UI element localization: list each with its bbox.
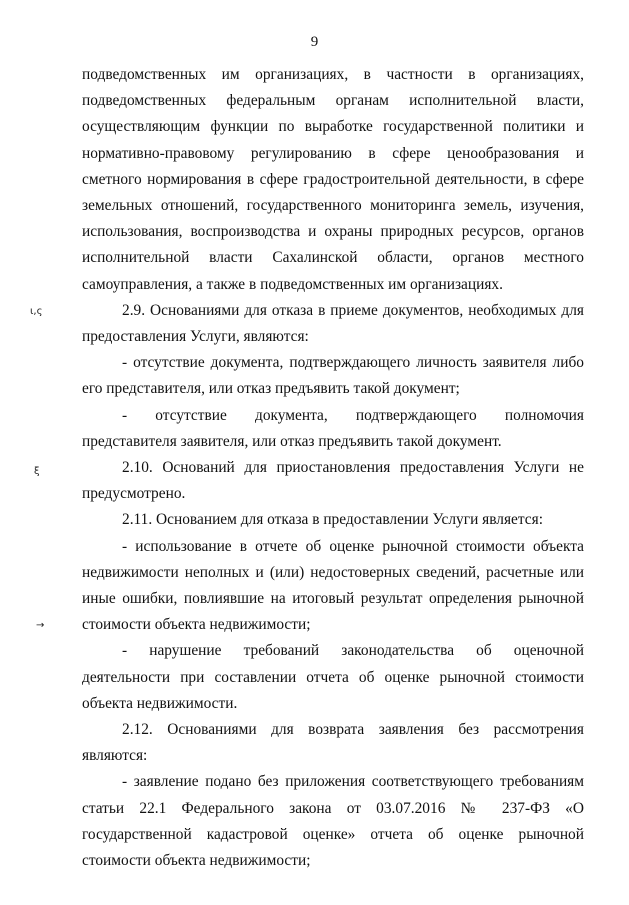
paragraph-2-9: 2.9. Основаниями для отказа в приеме документов, необходимых для предоставления Услуги, являются: bbox=[82, 301, 584, 346]
scan-mark-1: ι,ς bbox=[30, 306, 43, 317]
scan-mark-2: ξ bbox=[34, 466, 40, 477]
page-number: 9 bbox=[310, 34, 319, 50]
list-item: - использование в отчете об оценке рыночной стоимости объекта недвижимости неполных и (или) недостоверных сведений, расчетные или иные ошибки, повлиявшие на итоговый результат определения рыночной стоимости объекта недвижимости; bbox=[82, 537, 584, 634]
list-item: - отсутствие документа, подтверждающего личность заявителя либо его представителя, или отказ предъявить такой документ; bbox=[82, 354, 584, 398]
list-item: - нарушение требований законодательства об оценочной деятельности при составлении отчета об оценке рыночной стоимости объекта недвижимости. bbox=[82, 642, 584, 712]
paragraph-continuation: подведомственных им организациях, в частности в организациях, подведомственных федеральным органам исполнительной власти, осуществляющим функции по выработке государственной политики и нормативно-правовому регулированию в сфере ценообразования и сметного нормирования в сфере градостроительной деятельности, в сфере земельных отношений, государственного мониторинга земель, изучения, использования, воспроизводства и охраны природных ресурсов, органов исполнительной власти Сахалинской области, органов местного самоуправления, а также в подведомственных им организациях. bbox=[82, 66, 584, 293]
scan-mark-3: → bbox=[36, 620, 45, 631]
paragraph-2-10: 2.10. Оснований для приостановления предоставления Услуги не предусмотрено. bbox=[82, 459, 584, 503]
document-body bbox=[82, 62, 584, 874]
list-item: - заявление подано без приложения соответствующего требованиям статьи 22.1 Федерального закона от 03.07.2016 № 237-ФЗ «О государственной кадастровой оценке» отчета об оценке рыночной стоимости объекта недвижимости; bbox=[82, 773, 584, 870]
list-item: - отсутствие документа, подтверждающего полномочия представителя заявителя, или отказ предъявить такой документ. bbox=[82, 406, 584, 450]
paragraph-2-12: 2.12. Основаниями для возврата заявления без рассмотрения являются: bbox=[82, 721, 584, 765]
paragraph-2-11: 2.11. Основанием для отказа в предоставлении Услуги является: bbox=[122, 511, 543, 529]
